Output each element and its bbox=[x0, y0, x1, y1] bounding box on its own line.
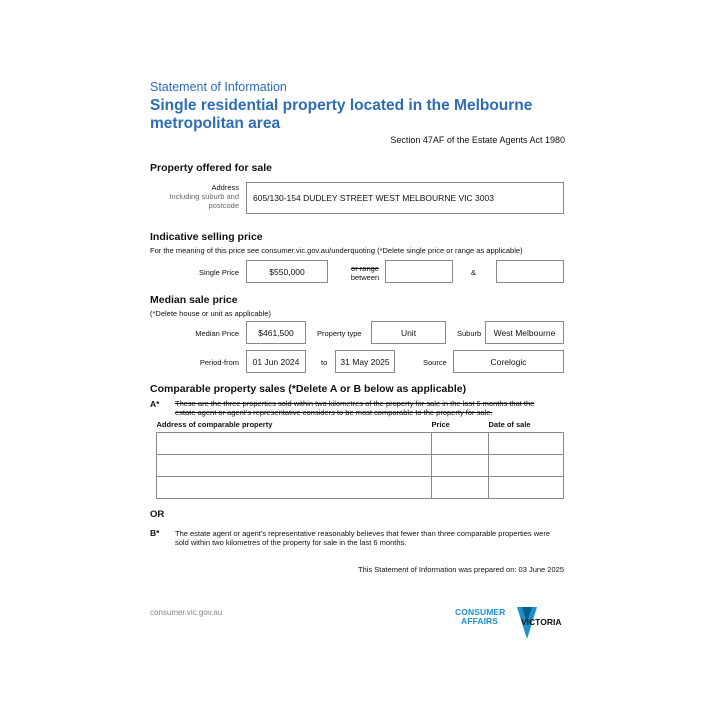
option-b-text-line1: The estate agent or agent's representative reasonably believes that fewer than three comparable properties were bbox=[175, 529, 550, 538]
period-from-label: Period-from bbox=[199, 358, 239, 367]
table-row bbox=[157, 477, 564, 499]
doc-eyebrow: Statement of Information bbox=[150, 80, 287, 94]
doc-title bbox=[150, 97, 532, 133]
option-b-marker: B* bbox=[150, 528, 160, 538]
single-price-field[interactable]: $550,000 bbox=[246, 260, 328, 283]
row3-address[interactable] bbox=[157, 477, 432, 499]
row1-price[interactable] bbox=[432, 433, 489, 455]
logo-victoria: VICTORIA bbox=[521, 617, 562, 627]
footer-website[interactable]: consumer.vic.gov.au bbox=[150, 608, 223, 617]
row2-price[interactable] bbox=[432, 455, 489, 477]
property-type-label: Property type bbox=[317, 329, 362, 338]
single-price-label: Single Price bbox=[198, 268, 239, 277]
or-label: OR bbox=[150, 509, 165, 520]
address-sub2: postcode bbox=[208, 201, 239, 210]
range-label-line2: between bbox=[350, 273, 380, 282]
comparable-table bbox=[156, 420, 564, 499]
option-a-text-line2: estate agent or agent's representative considers to be most comparable to the property for sale. bbox=[175, 408, 493, 417]
address-label: Address bbox=[211, 183, 239, 192]
logo-line1: CONSUMER bbox=[455, 607, 506, 617]
address-field[interactable]: 605/130-154 DUDLEY STREET WEST MELBOURNE VIC 3003 bbox=[246, 182, 564, 214]
option-a-marker: A* bbox=[150, 399, 160, 409]
period-to-field[interactable]: 31 May 2025 bbox=[335, 350, 395, 373]
col-price: Price bbox=[431, 420, 450, 429]
range-label-line1: or range bbox=[351, 264, 379, 273]
comparable-heading: Comparable property sales (*Delete A or B below as applicable) bbox=[150, 383, 467, 395]
range-low-field[interactable] bbox=[385, 260, 453, 283]
suburb-field[interactable]: West Melbourne bbox=[485, 321, 564, 344]
col-date: Date of sale bbox=[488, 420, 531, 429]
property-heading: Property offered for sale bbox=[150, 162, 272, 174]
doc-title-line1: Single residential property located in the Melbourne bbox=[150, 97, 533, 114]
row1-date[interactable] bbox=[489, 433, 564, 455]
option-b-text bbox=[175, 529, 567, 547]
option-b-text-line2: sold within two kilometres of the property for sale in the last 6 months. bbox=[175, 538, 407, 547]
suburb-label: Suburb bbox=[457, 329, 482, 338]
table-row bbox=[157, 433, 564, 455]
address-sub1: Including suburb and bbox=[169, 192, 239, 201]
median-heading: Median sale price bbox=[150, 294, 238, 306]
option-a-text-line1: These are the three properties sold within two kilometres of the property for sale in the last 6 months that the bbox=[175, 399, 535, 408]
indicative-heading: Indicative selling price bbox=[150, 231, 263, 243]
range-high-field[interactable] bbox=[496, 260, 564, 283]
table-row bbox=[157, 455, 564, 477]
source-label: Source bbox=[423, 358, 447, 367]
source-field[interactable]: Corelogic bbox=[453, 350, 564, 373]
median-price-field[interactable]: $461,500 bbox=[246, 321, 306, 344]
row2-address[interactable] bbox=[157, 455, 432, 477]
period-from-field[interactable]: 01 Jun 2024 bbox=[246, 350, 306, 373]
median-note: (*Delete house or unit as applicable) bbox=[150, 309, 271, 318]
median-price-label: Median Price bbox=[195, 329, 239, 338]
range-and-label: & bbox=[471, 268, 477, 277]
act-reference: Section 47AF of the Estate Agents Act 1980 bbox=[390, 135, 565, 145]
row3-date[interactable] bbox=[489, 477, 564, 499]
row2-date[interactable] bbox=[489, 455, 564, 477]
property-type-field[interactable]: Unit bbox=[371, 321, 446, 344]
row1-address[interactable] bbox=[157, 433, 432, 455]
prepared-date: This Statement of Information was prepared on: 03 June 2025 bbox=[358, 565, 564, 574]
option-a-text bbox=[175, 399, 565, 417]
logo-line2: AFFAIRS bbox=[461, 616, 499, 626]
range-label bbox=[340, 264, 390, 282]
col-address: Address of comparable property bbox=[156, 420, 273, 429]
address-label-group bbox=[139, 183, 239, 210]
logo-text bbox=[455, 608, 505, 626]
period-to-label: to bbox=[321, 358, 328, 367]
doc-title-line2: metropolitan area bbox=[150, 115, 281, 132]
row3-price[interactable] bbox=[432, 477, 489, 499]
consumer-affairs-logo bbox=[455, 606, 567, 642]
indicative-note: For the meaning of this price see consumer.vic.gov.au/underquoting (*Delete single price or range as applicable) bbox=[150, 246, 523, 255]
